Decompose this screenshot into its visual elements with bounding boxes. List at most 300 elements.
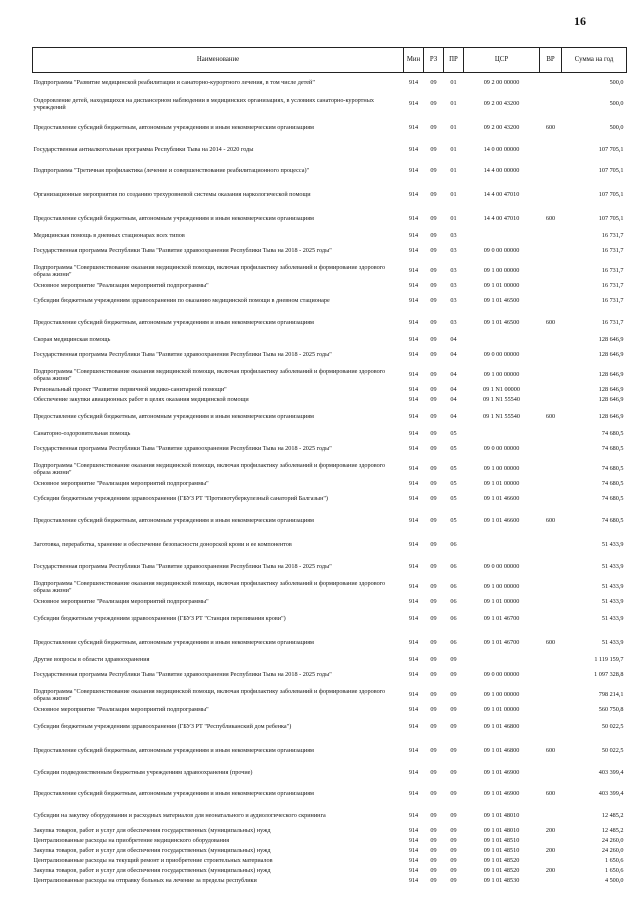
cell-min: 914 — [408, 691, 419, 699]
cell-rz: 09 — [430, 790, 437, 798]
cell-min: 914 — [408, 100, 419, 108]
table-row — [33, 533, 627, 557]
cell-name: Организационные мероприятия по созданию трехуровневой системы оказания наркологической помощи — [33, 191, 311, 199]
cell-vr: 600 — [545, 413, 556, 421]
cell-pr: 05 — [450, 465, 457, 473]
table-row — [33, 140, 627, 159]
cell-pr: 03 — [450, 319, 457, 327]
cell-rz: 09 — [430, 78, 437, 86]
cell-rz: 09 — [430, 706, 437, 714]
cell-pr: 04 — [450, 371, 457, 379]
cell-name: Санаторно-оздоровительная помощь — [33, 430, 131, 438]
cell-vr — [540, 92, 562, 116]
cell-min: 914 — [408, 583, 419, 591]
cell-csr: 09 0 00 00000 — [483, 351, 520, 359]
cell-pr: 09 — [450, 768, 457, 776]
cell-vr — [540, 241, 562, 261]
cell-csr: 09 1 01 48530 — [483, 877, 520, 885]
cell-min: 914 — [408, 371, 419, 379]
cell-min: 914 — [408, 877, 419, 885]
cell-sum: 107 705,1 — [598, 191, 624, 199]
cell-sum: 128 646,9 — [598, 413, 624, 421]
cell-pr: 09 — [450, 837, 457, 845]
cell-vr — [540, 479, 562, 489]
cell-csr — [464, 231, 540, 241]
cell-rz: 09 — [430, 465, 437, 473]
cell-min: 914 — [408, 847, 419, 855]
cell-sum: 500,0 — [609, 78, 624, 86]
cell-pr: 06 — [450, 639, 457, 647]
cell-pr: 06 — [450, 541, 457, 549]
cell-rz: 09 — [430, 517, 437, 525]
table-row — [33, 685, 627, 705]
table-row — [33, 429, 627, 439]
cell-sum: 51 433,9 — [601, 615, 624, 623]
cell-csr — [464, 533, 540, 557]
table-row — [33, 365, 627, 385]
cell-vr — [540, 335, 562, 345]
cell-sum: 50 022,5 — [601, 723, 624, 731]
cell-vr — [540, 140, 562, 159]
cell-min: 914 — [408, 319, 419, 327]
cell-min: 914 — [408, 480, 419, 488]
cell-csr: 09 1 01 48510 — [483, 837, 520, 845]
cell-rz: 09 — [430, 827, 437, 835]
header-min: Мин — [404, 48, 424, 73]
cell-pr: 01 — [450, 215, 457, 223]
cell-rz: 09 — [430, 583, 437, 591]
table-row — [33, 705, 627, 715]
cell-pr: 09 — [450, 847, 457, 855]
cell-pr: 03 — [450, 232, 457, 240]
cell-rz: 09 — [430, 445, 437, 453]
table-row — [33, 665, 627, 685]
cell-vr — [540, 231, 562, 241]
cell-rz: 09 — [430, 232, 437, 240]
table-row — [33, 207, 627, 231]
cell-rz: 09 — [430, 297, 437, 305]
cell-pr: 01 — [450, 100, 457, 108]
cell-csr: 09 1 01 00000 — [483, 706, 520, 714]
cell-rz: 09 — [430, 723, 437, 731]
cell-rz: 09 — [430, 867, 437, 875]
cell-csr: 09 2 00 00000 — [483, 78, 520, 86]
cell-vr — [540, 655, 562, 665]
table-row — [33, 459, 627, 479]
cell-pr: 09 — [450, 723, 457, 731]
cell-sum: 128 646,9 — [598, 386, 624, 394]
cell-sum: 74 680,5 — [601, 430, 624, 438]
cell-name: Субсидии бюджетным учреждениям здравоохранения (ГБУЗ РТ "Станция переливания крови") — [33, 615, 286, 623]
cell-name: Государственная программа Республики Тыва "Развитие здравоохранения Республики Тыва на 2018 - 2025 годы" — [33, 351, 332, 359]
cell-vr — [540, 261, 562, 281]
cell-min: 914 — [408, 351, 419, 359]
table-row — [33, 876, 627, 886]
table-row — [33, 826, 627, 836]
cell-csr: 09 1 00 00000 — [483, 371, 520, 379]
cell-vr: 600 — [545, 639, 556, 647]
cell-vr: 600 — [545, 790, 556, 798]
cell-csr: 09 1 01 48510 — [483, 847, 520, 855]
cell-name: Региональный проект "Развитие первичной медико-санитарной помощи" — [33, 386, 227, 394]
cell-csr: 09 0 00 00000 — [483, 445, 520, 453]
cell-csr: 09 1 N1 00000 — [483, 386, 520, 394]
cell-pr: 06 — [450, 615, 457, 623]
cell-name: Подпрограмма "Совершенствование оказания медицинской помощи, включая профилактику заболеваний и формирование здорового образа жизни" — [33, 687, 386, 702]
cell-name: Закупка товаров, работ и услуг для обеспечения государственных (муниципальных) нужд — [33, 827, 271, 835]
cell-sum: 798 214,1 — [598, 691, 624, 699]
cell-sum: 74 680,5 — [601, 465, 624, 473]
cell-name: Основное мероприятие "Реализация мероприятий подпрограммы" — [33, 706, 209, 714]
cell-csr: 09 1 00 00000 — [483, 267, 520, 275]
cell-sum: 74 680,5 — [601, 495, 624, 503]
cell-csr: 09 1 01 48520 — [483, 867, 520, 875]
cell-name: Основное мероприятие "Реализация мероприятий подпрограммы" — [33, 282, 209, 290]
table-row — [33, 241, 627, 261]
cell-min: 914 — [408, 541, 419, 549]
cell-min: 914 — [408, 232, 419, 240]
cell-pr: 05 — [450, 480, 457, 488]
cell-pr: 04 — [450, 336, 457, 344]
cell-name: Предоставление субсидий бюджетным, автономным учреждениям и иным некоммерческим организациям — [33, 790, 314, 798]
table-row — [33, 763, 627, 782]
cell-name: Государственная программа Республики Тыва "Развитие здравоохранения Республики Тыва на 2018 - 2025 годы" — [33, 445, 332, 453]
cell-csr: 09 1 00 00000 — [483, 583, 520, 591]
cell-sum: 4 500,0 — [604, 877, 624, 885]
cell-name: Предоставление субсидий бюджетным, автономным учреждениям и иным некоммерческим организациям — [33, 215, 314, 223]
cell-sum: 50 022,5 — [601, 747, 624, 755]
cell-sum: 128 646,9 — [598, 351, 624, 359]
cell-name: Субсидии бюджетным учреждениям здравоохранения по оказанию медицинской помощи в дневном стационаре — [33, 297, 330, 305]
cell-vr: 600 — [545, 319, 556, 327]
cell-name: Государственная программа Республики Тыва "Развитие здравоохранения Республики Тыва на 2018 - 2025 годы" — [33, 247, 332, 255]
cell-min: 914 — [408, 639, 419, 647]
cell-name: Государственная программа Республики Тыва "Развитие здравоохранения Республики Тыва на 2018 - 2025 годы" — [33, 563, 332, 571]
cell-rz: 09 — [430, 336, 437, 344]
cell-vr: 200 — [545, 827, 556, 835]
cell-sum: 51 433,9 — [601, 583, 624, 591]
cell-pr: 09 — [450, 747, 457, 755]
cell-csr: 09 1 01 46800 — [483, 747, 520, 755]
table-body — [33, 73, 627, 887]
cell-name: Субсидии бюджетным учреждениям здравоохранения (ГБУЗ РТ "Противотуберкулезный санаторий Балгазын") — [33, 495, 328, 503]
cell-sum: 74 680,5 — [601, 480, 624, 488]
cell-min: 914 — [408, 445, 419, 453]
table-row — [33, 231, 627, 241]
cell-vr — [540, 533, 562, 557]
cell-vr: 600 — [545, 215, 556, 223]
cell-rz: 09 — [430, 480, 437, 488]
cell-csr: 09 0 00 00000 — [483, 563, 520, 571]
cell-sum: 1 119 159,7 — [594, 656, 624, 664]
table-row — [33, 261, 627, 281]
cell-sum: 107 705,1 — [598, 215, 624, 223]
cell-rz: 09 — [430, 837, 437, 845]
cell-rz: 09 — [430, 124, 437, 132]
cell-csr: 14 4 00 00000 — [483, 167, 520, 175]
table-row — [33, 806, 627, 826]
cell-sum: 1 097 328,8 — [594, 671, 624, 679]
cell-vr: 600 — [545, 747, 556, 755]
cell-name: Государственная антиалкогольная программа Республики Тыва на 2014 - 2020 годы — [33, 145, 254, 153]
cell-vr — [540, 856, 562, 866]
cell-name: Оздоровление детей, находящихся на диспансерном наблюдении в медицинских организациях, в условиях санаторно-курортных учреждений — [33, 96, 374, 111]
cell-rz: 09 — [430, 541, 437, 549]
cell-min: 914 — [408, 598, 419, 606]
cell-pr: 03 — [450, 297, 457, 305]
cell-min: 914 — [408, 747, 419, 755]
table-row — [33, 311, 627, 335]
cell-sum: 74 680,5 — [601, 445, 624, 453]
cell-csr: 09 1 01 46600 — [483, 495, 520, 503]
cell-sum: 128 646,9 — [598, 396, 624, 404]
cell-vr: 600 — [545, 517, 556, 525]
cell-rz: 09 — [430, 145, 437, 153]
cell-vr — [540, 183, 562, 207]
cell-csr: 09 1 01 46800 — [483, 723, 520, 731]
cell-pr: 01 — [450, 191, 457, 199]
table-row — [33, 439, 627, 459]
cell-csr: 09 1 01 48010 — [483, 827, 520, 835]
header-vr: ВР — [540, 48, 562, 73]
cell-name: Предоставление субсидий бюджетным, автономным учреждениям и иным некоммерческим организациям — [33, 747, 314, 755]
cell-pr: 09 — [450, 812, 457, 820]
table-row — [33, 739, 627, 763]
cell-rz: 09 — [430, 598, 437, 606]
table-header — [33, 48, 627, 73]
cell-rz: 09 — [430, 167, 437, 175]
cell-min: 914 — [408, 247, 419, 255]
cell-name: Подпрограмма "Третичная профилактика (лечение и совершенствование реабилитационного процесса)" — [33, 167, 310, 175]
cell-vr — [540, 577, 562, 597]
cell-sum: 16 731,7 — [601, 282, 624, 290]
cell-sum: 24 260,0 — [601, 847, 624, 855]
table-row — [33, 335, 627, 345]
table-row — [33, 489, 627, 509]
table-row — [33, 577, 627, 597]
cell-name: Централизованные расходы на приобретение медицинского оборудования — [33, 837, 230, 845]
cell-pr: 09 — [450, 656, 457, 664]
cell-vr — [540, 395, 562, 405]
cell-min: 914 — [408, 517, 419, 525]
cell-min: 914 — [408, 430, 419, 438]
cell-pr: 04 — [450, 413, 457, 421]
table-row — [33, 782, 627, 806]
cell-csr: 09 0 00 00000 — [483, 671, 520, 679]
cell-csr — [464, 655, 540, 665]
cell-name: Заготовка, переработка, хранение и обеспечение безопасности донорской крови и ее компонентов — [33, 541, 292, 549]
header-name: Наименование — [33, 48, 404, 73]
cell-rz: 09 — [430, 247, 437, 255]
cell-csr: 09 0 00 00000 — [483, 247, 520, 255]
cell-rz: 09 — [430, 691, 437, 699]
table-row — [33, 846, 627, 856]
cell-csr: 09 1 01 46500 — [483, 297, 520, 305]
cell-min: 914 — [408, 857, 419, 865]
cell-min: 914 — [408, 396, 419, 404]
cell-vr: 600 — [545, 124, 556, 132]
cell-rz: 09 — [430, 215, 437, 223]
cell-csr: 09 1 01 00000 — [483, 282, 520, 290]
cell-name: Скорая медицинская помощь — [33, 336, 111, 344]
cell-min: 914 — [408, 495, 419, 503]
table-row — [33, 345, 627, 365]
cell-pr: 09 — [450, 827, 457, 835]
cell-rz: 09 — [430, 386, 437, 394]
cell-name: Предоставление субсидий бюджетным, автономным учреждениям и иным некоммерческим организациям — [33, 124, 314, 132]
cell-min: 914 — [408, 656, 419, 664]
cell-name: Субсидии на закупку оборудования и расходных материалов для неонатального и аудиологического скрининга — [33, 812, 326, 820]
cell-csr: 09 1 01 46900 — [483, 790, 520, 798]
header-pr: ПР — [444, 48, 464, 73]
cell-sum: 16 731,7 — [601, 319, 624, 327]
cell-name: Основное мероприятие "Реализация мероприятий подпрограммы" — [33, 480, 209, 488]
cell-csr: 09 1 01 46700 — [483, 615, 520, 623]
cell-rz: 09 — [430, 747, 437, 755]
cell-csr: 09 1 N1 55540 — [483, 413, 520, 421]
cell-vr — [540, 597, 562, 607]
cell-pr: 01 — [450, 124, 457, 132]
cell-pr: 09 — [450, 706, 457, 714]
cell-csr: 09 1 N1 55540 — [483, 396, 520, 404]
cell-name: Медицинская помощь в дневных стационарах всех типов — [33, 232, 185, 240]
cell-vr — [540, 607, 562, 631]
cell-rz: 09 — [430, 857, 437, 865]
cell-pr: 09 — [450, 691, 457, 699]
cell-csr: 14 4 00 47010 — [483, 191, 520, 199]
cell-rz: 09 — [430, 413, 437, 421]
cell-name: Централизованные расходы на текущий ремонт и приобретение строительных материалов — [33, 857, 273, 865]
cell-name: Обеспечение закупки авиационных работ в целях оказания медицинской помощи — [33, 396, 249, 404]
table-row — [33, 116, 627, 140]
cell-sum: 16 731,7 — [601, 247, 624, 255]
cell-vr — [540, 763, 562, 782]
cell-name: Основное мероприятие "Реализация мероприятий подпрограммы" — [33, 598, 209, 606]
cell-sum: 12 485,2 — [601, 827, 624, 835]
cell-rz: 09 — [430, 563, 437, 571]
cell-sum: 128 646,9 — [598, 371, 624, 379]
cell-pr: 09 — [450, 857, 457, 865]
cell-pr: 05 — [450, 445, 457, 453]
cell-min: 914 — [408, 267, 419, 275]
cell-name: Закупка товаров, работ и услуг для обеспечения государственных (муниципальных) нужд — [33, 867, 271, 875]
table-row — [33, 866, 627, 876]
cell-sum: 16 731,7 — [601, 297, 624, 305]
cell-min: 914 — [408, 706, 419, 714]
table-row — [33, 836, 627, 846]
cell-rz: 09 — [430, 100, 437, 108]
cell-name: Подпрограмма "Совершенствование оказания медицинской помощи, включая профилактику заболеваний и формирование здорового образа жизни" — [33, 461, 386, 476]
cell-rz: 09 — [430, 847, 437, 855]
cell-pr: 04 — [450, 386, 457, 394]
cell-min: 914 — [408, 768, 419, 776]
cell-name: Предоставление субсидий бюджетным, автономным учреждениям и иным некоммерческим организациям — [33, 413, 314, 421]
cell-sum: 403 399,4 — [598, 768, 624, 776]
cell-min: 914 — [408, 671, 419, 679]
cell-pr: 06 — [450, 583, 457, 591]
table-row — [33, 385, 627, 395]
cell-csr: 09 1 01 48010 — [483, 812, 520, 820]
cell-rz: 09 — [430, 319, 437, 327]
cell-pr: 09 — [450, 671, 457, 679]
cell-sum: 12 485,2 — [601, 812, 624, 820]
cell-pr: 06 — [450, 598, 457, 606]
cell-rz: 09 — [430, 282, 437, 290]
cell-rz: 09 — [430, 639, 437, 647]
cell-sum: 74 680,5 — [601, 517, 624, 525]
cell-csr — [464, 335, 540, 345]
table-row — [33, 479, 627, 489]
cell-vr — [540, 876, 562, 886]
cell-min: 914 — [408, 386, 419, 394]
cell-vr: 200 — [545, 847, 556, 855]
cell-name: Предоставление субсидий бюджетным, автономным учреждениям и иным некоммерческим организациям — [33, 517, 314, 525]
cell-sum: 51 433,9 — [601, 563, 624, 571]
cell-csr — [464, 429, 540, 439]
page-number: 16 — [574, 14, 586, 28]
cell-rz: 09 — [430, 656, 437, 664]
cell-sum: 560 750,8 — [598, 706, 624, 714]
cell-rz: 09 — [430, 191, 437, 199]
cell-min: 914 — [408, 812, 419, 820]
cell-pr: 03 — [450, 267, 457, 275]
table-row — [33, 557, 627, 577]
table-row — [33, 92, 627, 116]
cell-rz: 09 — [430, 351, 437, 359]
table-row — [33, 291, 627, 311]
table-row — [33, 281, 627, 291]
cell-csr: 14 4 00 47010 — [483, 215, 520, 223]
cell-pr: 01 — [450, 145, 457, 153]
cell-vr — [540, 365, 562, 385]
cell-csr: 09 1 01 00000 — [483, 480, 520, 488]
cell-sum: 107 705,1 — [598, 167, 624, 175]
cell-min: 914 — [408, 827, 419, 835]
cell-min: 914 — [408, 867, 419, 875]
cell-rz: 09 — [430, 495, 437, 503]
cell-name: Подпрограмма "Совершенствование оказания медицинской помощи, включая профилактику заболеваний и формирование здорового образа жизни" — [33, 367, 386, 382]
cell-sum: 16 731,7 — [601, 232, 624, 240]
cell-vr — [540, 73, 562, 93]
table-row — [33, 655, 627, 665]
header-rz: РЗ — [424, 48, 444, 73]
cell-name: Закупка товаров, работ и услуг для обеспечения государственных (муниципальных) нужд — [33, 847, 271, 855]
table-row — [33, 509, 627, 533]
cell-rz: 09 — [430, 671, 437, 679]
cell-sum: 128 646,9 — [598, 336, 624, 344]
cell-rz: 09 — [430, 768, 437, 776]
cell-sum: 500,0 — [609, 124, 624, 132]
cell-csr: 09 1 00 00000 — [483, 465, 520, 473]
cell-vr — [540, 665, 562, 685]
cell-csr: 09 1 01 46600 — [483, 517, 520, 525]
budget-table — [32, 47, 627, 886]
cell-min: 914 — [408, 413, 419, 421]
table-row — [33, 405, 627, 429]
cell-vr — [540, 459, 562, 479]
cell-sum: 500,0 — [609, 100, 624, 108]
cell-min: 914 — [408, 282, 419, 290]
cell-sum: 51 433,9 — [601, 541, 624, 549]
cell-vr — [540, 715, 562, 739]
cell-sum: 51 433,9 — [601, 598, 624, 606]
cell-min: 914 — [408, 191, 419, 199]
cell-vr — [540, 281, 562, 291]
table-row — [33, 73, 627, 93]
cell-name: Подпрограмма "Совершенствование оказания медицинской помощи, включая профилактику заболеваний и формирование здорового образа жизни" — [33, 579, 386, 594]
cell-pr: 09 — [450, 877, 457, 885]
cell-pr: 05 — [450, 495, 457, 503]
